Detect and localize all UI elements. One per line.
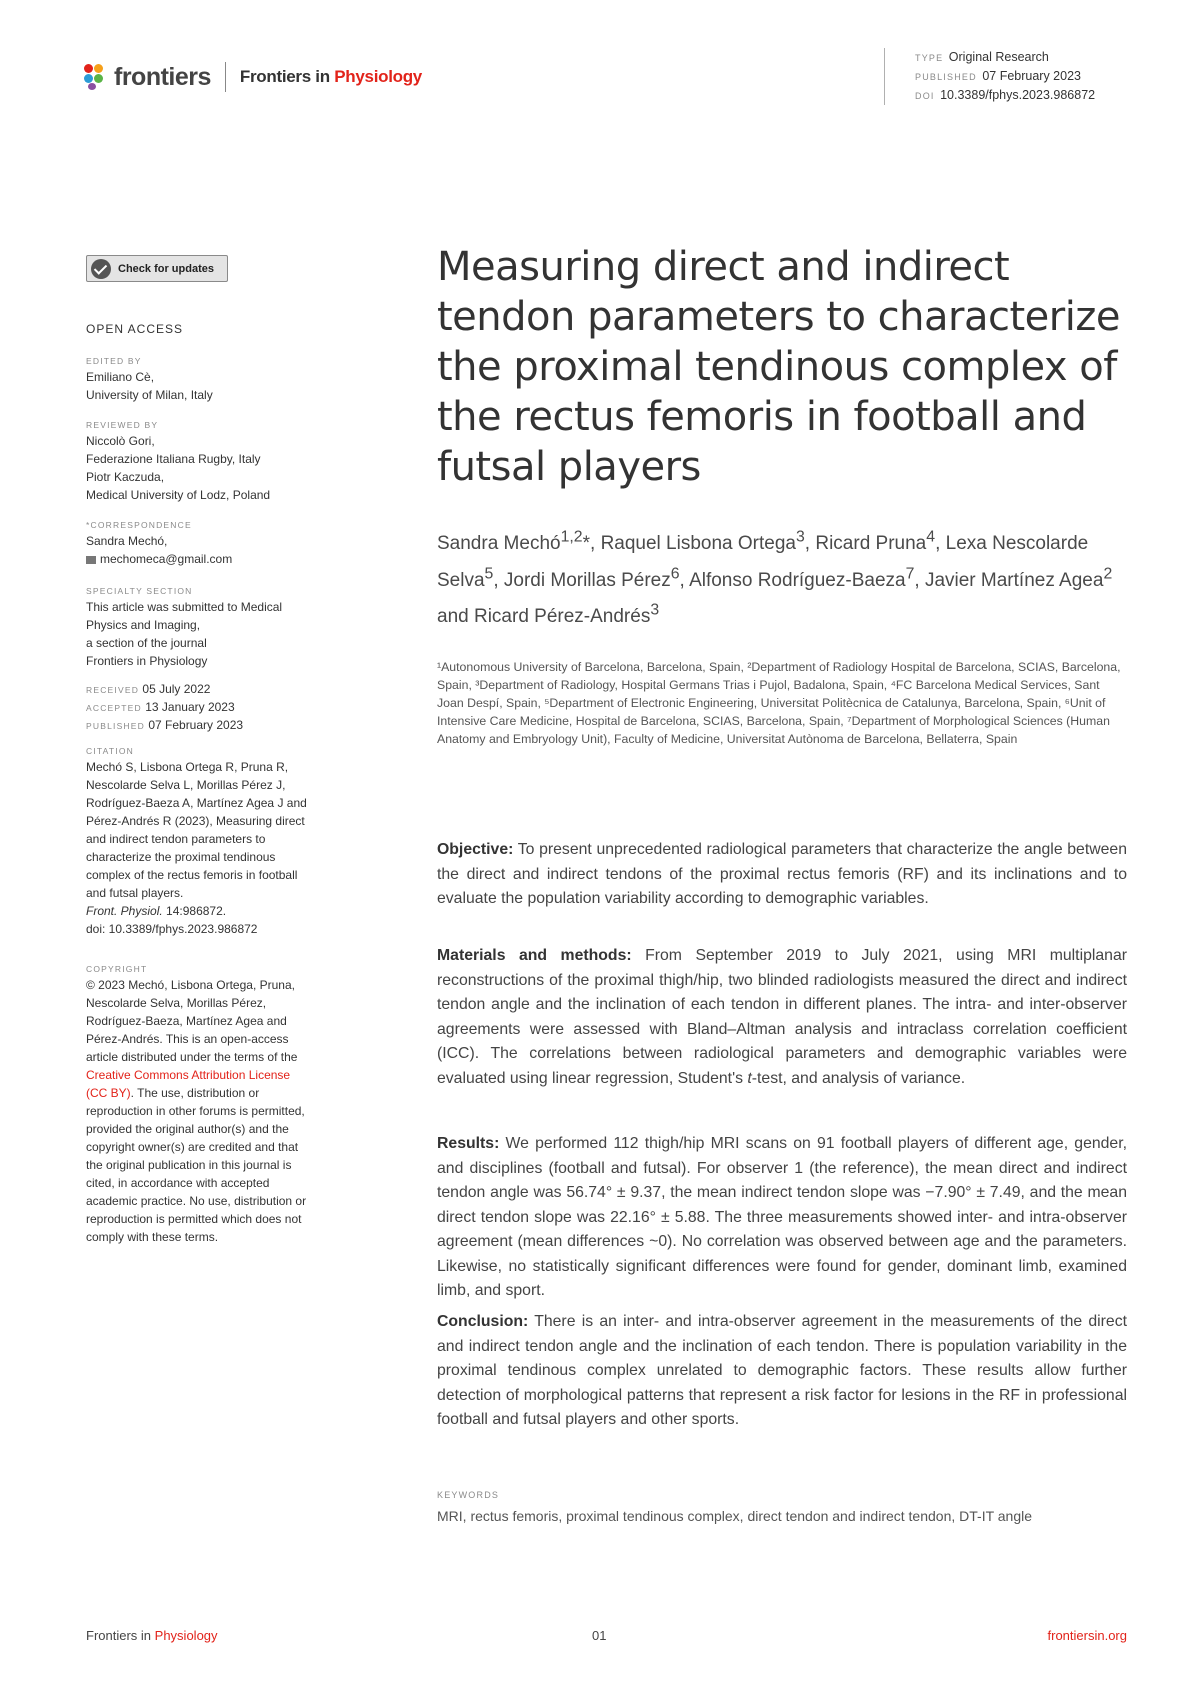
author: Javier Martínez Agea$^2$ and (437, 565, 1113, 627)
check-updates-icon (91, 259, 111, 279)
footer-site-link[interactable]: frontiersin.org (1047, 1628, 1127, 1643)
meta-type: TYPE Original Research (915, 50, 1049, 64)
author: Raquel Lisbona Ortega$^3$, (600, 529, 816, 555)
author-list (437, 523, 1127, 632)
footer-journal: Frontiers in Physiology (86, 1628, 218, 1643)
frontiers-logo-text: frontiers (114, 62, 211, 91)
check-for-updates-button[interactable]: Check for updates (86, 255, 228, 282)
article-title: Measuring direct and indirect tendon parameters to characterize the proximal tendinous complex of the rectus femoris in football and futsal players (437, 244, 1120, 490)
journal-name: Frontiers in Physiology (239, 67, 422, 86)
reviewed-by-section: REVIEWED BY Niccolò Gori, Federazione Italiana Rugby, Italy Piotr Kaczuda, Medical University of Lodz, Poland (86, 420, 271, 502)
license-link-cc-by[interactable]: (CC BY) (86, 1086, 131, 1100)
frontiers-logo-icon (84, 64, 108, 90)
author: Jordi Morillas Pérez$^6$, (503, 565, 690, 591)
page-number: 01 (592, 1628, 607, 1643)
copyright-section: COPYRIGHT © 2023 Mechó, Lisbona Ortega, Pruna, Nescolarde Selva, Morillas Pérez, Rodríguez-Baeza, Martínez Agea and Pérez-Andrés. This is an open-access article distributed under the terms of the Creative Commons Attribution License (CC BY). The use, distribution or reproduction in other forums is permitted, provided the original author(s) and the copyright owner(s) are credited and that the original publication in this journal is cited, in accordance with accepted academic practice. No use, distribution or reproduction is permitted which does not comply with these terms. (86, 962, 361, 1246)
author: Sandra Mechó$^{1,2}$*, (437, 529, 601, 555)
edited-by-section: EDITED BY Emiliano Cè, University of Milan, Italy (86, 356, 213, 402)
meta-doi: DOI 10.3389/fphys.2023.986872 (915, 88, 1096, 102)
dates-section: RECEIVED 05 July 2022 ACCEPTED 13 January 2023 PUBLISHED 07 February 2023 (86, 682, 244, 732)
header-divider (225, 62, 226, 92)
specialty-section: SPECIALTY SECTION This article was submitted to Medical Physics and Imaging, a section of the journal Frontiers in Physiology (86, 586, 283, 668)
correspondence-email[interactable]: mechomeca@gmail.com (100, 552, 233, 566)
abstract-methods: Materials and methods: From September 2019 to July 2021, using MRI multiplanar reconstructions of the proximal thigh/hip, two blinded radiologists measured the direct and indirect tendon angle and the inclination of each tendon in different planes. The intra- and inter-observer agreements were assessed with Bland–Altman analysis and intraclass correlation coefficient (ICC). The correlations between radiological parameters and demographic variables were evaluated using linear regression, Student's t-test, and analysis of variance. (437, 947, 1127, 1087)
correspondence-section: *CORRESPONDENCE Sandra Mechó, mechomeca@gmail.com (86, 520, 233, 566)
article-meta (884, 48, 1095, 105)
abstract-results: Results: We performed 112 thigh/hip MRI scans on 91 football players of different age, gender, and disciplines (football and futsal). For observer 1 (the reference), the mean direct and indirect tendon angle was 56.74° ± 9.37, the mean indirect tendon slope was −7.90° ± 7.49, and the mean direct tendon slope was 22.16° ± 5.88. The three measurements showed inter- and intra-observer agreement (mean differences ~0). No correlation was observed between age and the parameters. Likewise, no statistically significant differences were found for gender, dominant limb, examined limb, and sport. (437, 1135, 1127, 1299)
meta-published: PUBLISHED 07 February 2023 (915, 69, 1081, 83)
license-link[interactable]: Creative Commons Attribution License (86, 1068, 291, 1082)
author: Ricard Pruna$^4$, (815, 529, 946, 555)
author: Lexa Nescolarde Selva$^5$, (437, 533, 1089, 591)
keywords-heading: KEYWORDS (437, 1490, 500, 1500)
open-access-label: OPEN ACCESS (86, 322, 184, 336)
citation-section: CITATION Mechó S, Lisbona Ortega R, Pruna R, Nescolarde Selva L, Morillas Pérez J, Rodríguez-Baeza A, Martínez Agea J and Pérez-Andrés R (2023), Measuring direct and indirect tendon parameters to characterize the proximal tendinous complex of the rectus femoris in football and futsal players. Front. Physiol. 14:986872. doi: 10.3389/fphys.2023.986872 (86, 746, 307, 936)
journal-header (84, 62, 422, 92)
abstract-objective: Objective: To present unprecedented radiological parameters that characterize the angle between the direct and indirect tendons of the proximal rectus femoris (RF) and its inclinations and to evaluate the population variability according to demographic variables. (437, 841, 1127, 907)
author: Ricard Pérez-Andrés$^3$ (473, 601, 660, 627)
author: Alfonso Rodríguez-Baeza$^7$, (689, 565, 925, 591)
mail-icon (86, 556, 96, 564)
abstract-conclusion: Conclusion: There is an inter- and intra-observer agreement in the measurements of the direct and indirect tendon angle and the inclination of each tendon. There is population variability in the proximal tendinous complex unrelated to demographic factors. These results allow further detection of morphological patterns that represent a risk factor for lesions in the RF in professional football and futsal players and other sports. (437, 1313, 1127, 1428)
keywords: MRI, rectus femoris, proximal tendinous complex, direct tendon and indirect tendon, DT-IT angle (437, 1508, 1033, 1524)
affiliations: ¹Autonomous University of Barcelona, Barcelona, Spain, ²Department of Radiology Hospital de Barcelona, SCIAS, Barcelona, Spain, ³Department of Radiology, Hospital Germans Trias i Pujol, Badalona, Spain, ⁴FC Barcelona Medical Services, Sant Joan Despí, Spain, ⁵Department of Electronic Engineering, Universitat Politècnica de Catalunya, Barcelona, Spain, ⁶Unit of Intensive Care Medicine, Hospital de Barcelona, SCIAS, Barcelona, Spain, ⁷Department of Morphological Sciences (Human Anatomy and Embryology Unit), Faculty of Medicine, Universitat Autònoma de Barcelona, Bellaterra, Spain (437, 660, 1121, 746)
